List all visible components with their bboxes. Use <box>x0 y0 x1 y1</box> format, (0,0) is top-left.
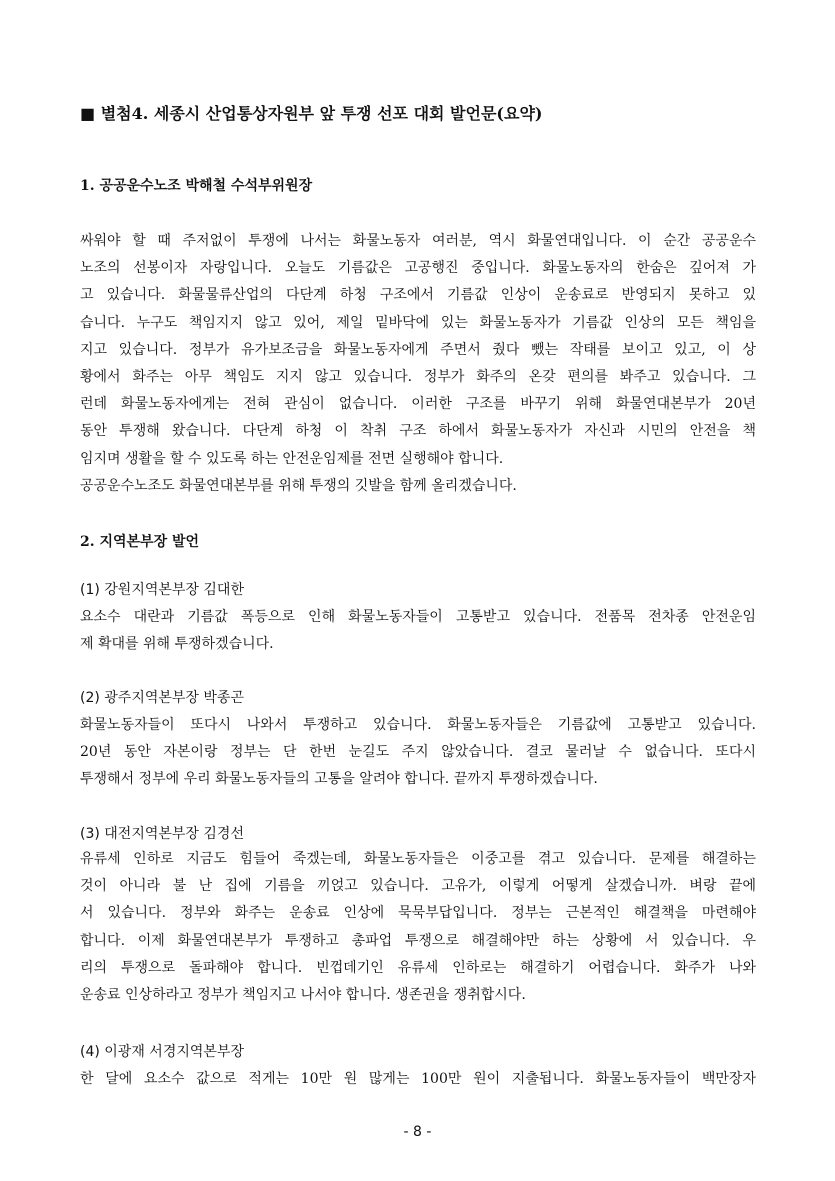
body-line: 제 확대를 위해 투쟁하겠습니다. <box>80 636 274 653</box>
body-line: 20년 동안 자본이랑 정부는 단 한번 눈길도 주지 않았습니다. 결코 물러날 수 없습니다. 또다시 <box>80 744 756 761</box>
speaker-2-body <box>80 712 756 794</box>
body-line: 동안 투쟁해 왔습니다. 다단계 하청 이 착취 구조 하에서 화물노동자가 자신과 시민의 안전을 책 <box>80 423 756 440</box>
body-line: 투쟁해서 정부에 우리 화물노동자들의 고통을 알려야 합니다. 끝까지 투쟁하겠습니다. <box>80 771 598 788</box>
body-line: 요소수 대란과 기름값 폭등으로 인해 화물노동자들이 고통받고 있습니다. 전품목 전차종 안전운임 <box>80 609 756 625</box>
body-line: 황에서 화주는 아무 책임도 지지 않고 있습니다. 정부가 화주의 온갖 편의를 봐주고 있습니다. 그 <box>80 369 756 386</box>
speaker-2-label: (2) 광주지역본부장 박종곤 <box>80 690 244 706</box>
body-line: 공공운수노조도 화물연대본부를 위해 투쟁의 깃발을 함께 올리겠습니다. <box>80 477 517 494</box>
body-line: 유류세 인하로 지금도 힘들어 죽겠는데, 화물노동자들은 이중고를 겪고 있습니다. 문제를 해결하는 <box>80 851 756 867</box>
section-2-heading: 2. 지역본부장 발언 <box>80 534 200 550</box>
body-line: 리의 투쟁으로 돌파해야 합니다. 빈껍데기인 유류세 인하로는 해결하기 어렵습니다. 화주가 나와 <box>80 959 756 976</box>
page-number: - 8 - <box>403 1124 432 1140</box>
body-line: 합니다. 이제 화물연대본부가 투쟁하고 총파업 투쟁으로 해결해야만 하는 상황에 서 있습니다. 우 <box>80 932 756 949</box>
body-line: 화물노동자들이 또다시 나와서 투쟁하고 있습니다. 화물노동자들은 기름값에 고통받고 있습니다. <box>80 717 756 733</box>
speaker-4-body <box>80 1066 756 1093</box>
document-title: ■ 별첨4. 세종시 산업통상자원부 앞 투쟁 선포 대회 발언문(요약) <box>80 104 543 123</box>
section-1-heading: 1. 공공운수노조 박해철 수석부위원장 <box>80 178 313 194</box>
body-line: 습니다. 누구도 책임지지 않고 있어, 제일 밑바닥에 있는 화물노동자가 기름값 인상의 모든 책임을 <box>80 314 756 331</box>
body-line: 운송료 인상하라고 정부가 책임지고 나서야 합니다. 생존권을 쟁취합시다. <box>80 987 526 1004</box>
body-line: 임지며 생활을 할 수 있도록 하는 안전운임제를 전면 실행해야 합니다. <box>80 450 504 467</box>
speaker-4-label: (4) 이광재 서경지역본부장 <box>80 1044 244 1060</box>
speaker-3-label: (3) 대전지역본부장 김경선 <box>80 826 244 842</box>
body-line: 싸워야 할 때 주저없이 투쟁에 나서는 화물노동자 여러분, 역시 화물연대입니다. 이 순간 공공운수 <box>80 233 756 249</box>
body-line: 런데 화물노동자에게는 전혀 관심이 없습니다. 이러한 구조를 바꾸기 위해 화물연대본부가 20년 <box>80 396 756 413</box>
body-line: 고 있습니다. 화물물류산업의 다단계 하청 구조에서 기름값 인상이 운송료로 반영되지 못하고 있 <box>80 287 756 304</box>
speaker-1-body <box>80 604 756 658</box>
body-line: 지고 있습니다. 정부가 유가보조금을 화물노동자에게 주면서 줬다 뺐는 작태를 보이고 있고, 이 상 <box>80 341 756 358</box>
body-line: 것이 아니라 불 난 집에 기름을 끼얹고 있습니다. 고유가, 이렇게 어떻게 살겠습니까. 벼랑 끝에 <box>80 878 756 895</box>
body-line: 노조의 선봉이자 자랑입니다. 오늘도 기름값은 고공행진 중입니다. 화물노동자의 한숨은 깊어져 가 <box>80 260 756 277</box>
body-line: 한 달에 요소수 값으로 적게는 10만 원 많게는 100만 원이 지출됩니다. 화물노동자들이 백만장자 <box>80 1071 756 1087</box>
body-line: 서 있습니다. 정부와 화주는 운송료 인상에 묵묵부답입니다. 정부는 근본적인 해결책을 마련해야 <box>80 905 756 922</box>
section-1-body <box>80 228 756 500</box>
speaker-3-body <box>80 846 756 1009</box>
speaker-1-label: (1) 강원지역본부장 김대한 <box>80 582 244 598</box>
